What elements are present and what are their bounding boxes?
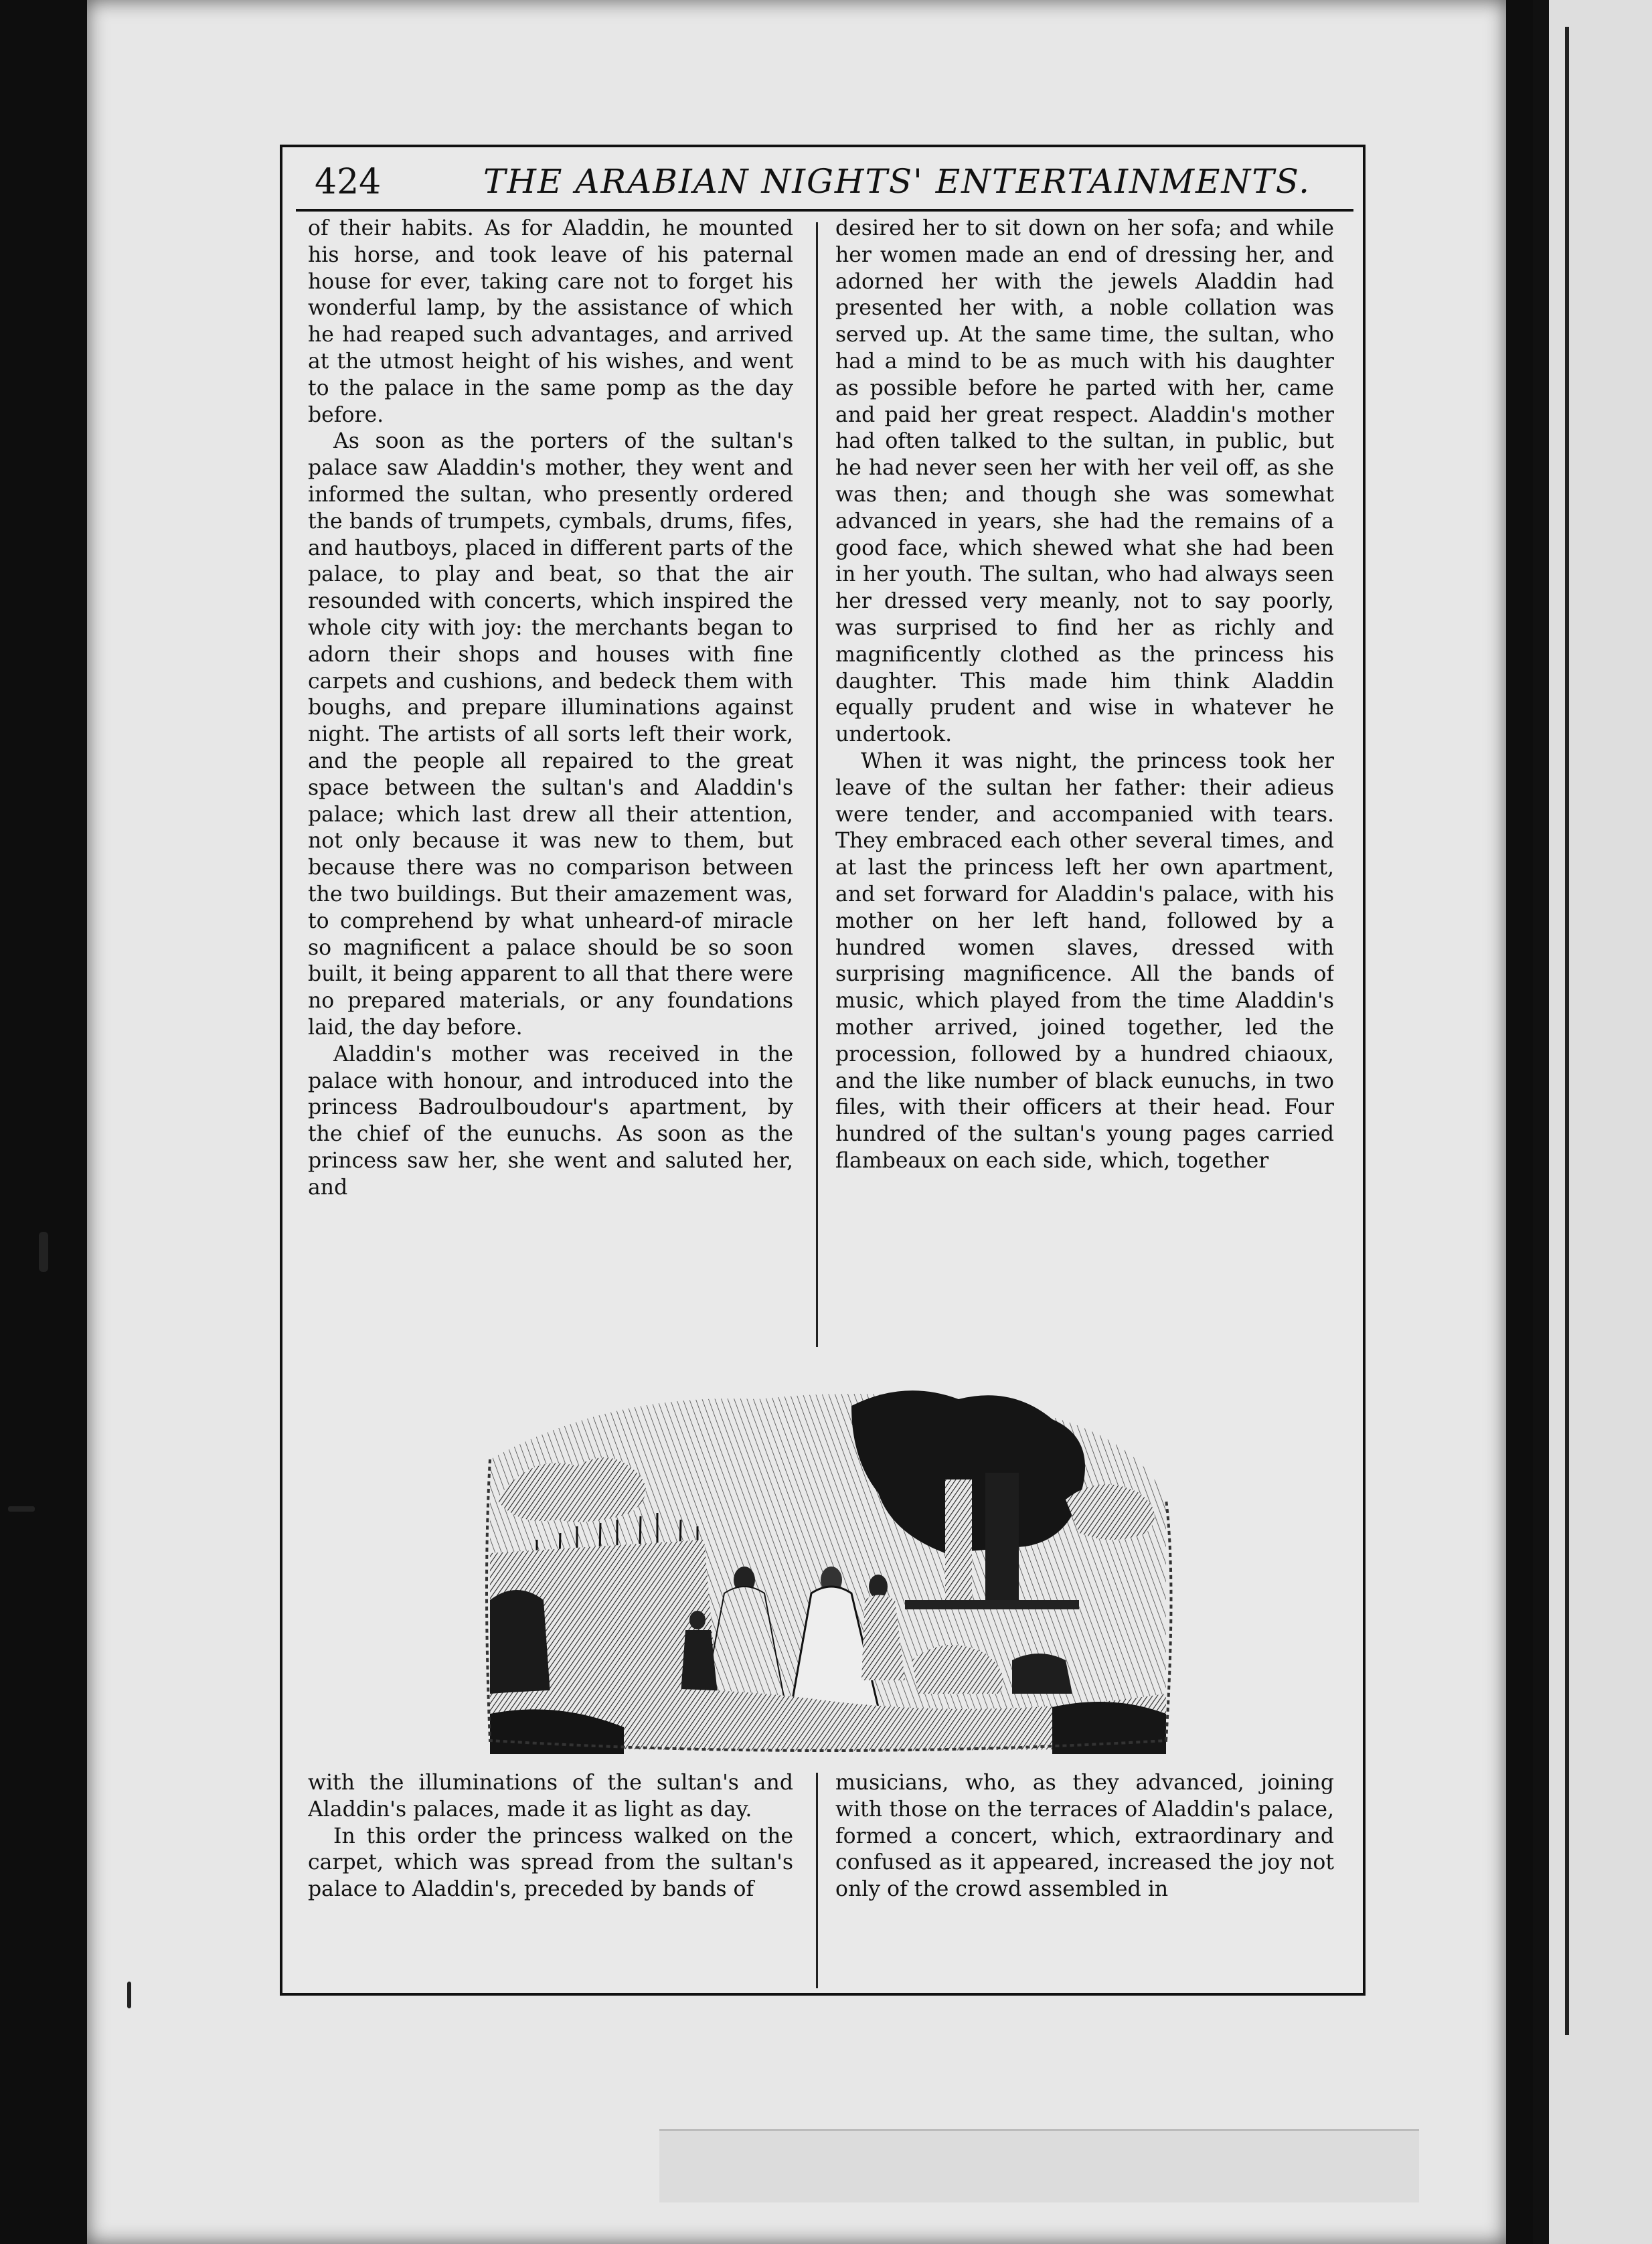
printed-page-frame xyxy=(280,145,1366,1996)
header-rule xyxy=(296,209,1353,212)
column-divider xyxy=(816,1773,818,1988)
text-column-bottom-left xyxy=(308,1770,793,1984)
continued-paragraph: of their habits. As for Aladdin, he mounted his horse, and took leave of his paternal house for ever, taking care not to forget his wonderful lamp, by the assistance of which he had reaped such advantages, and arrived at the utmost height of his wishes, and went to the palace in the same pomp as the day before. xyxy=(308,216,793,427)
text-column-top-right xyxy=(835,216,1334,1347)
paragraph: Aladdin's mother was received in the palace with honour, and introduced into the princess Badroulboudour's apartment, by the chief of the eunuchs. As soon as the princess saw her, she went and saluted her, and xyxy=(308,1042,793,1200)
paragraph: As soon as the porters of the sultan's palace saw Aladdin's mother, they went and informed the sultan, who presently ordered the bands of trumpets, cymbals, drums, fifes, and hautboys, placed in different parts of the palace, to play and beat, so that the air resounded with concerts, which inspired the whole city with joy: the merchants began to adorn their shops and houses with fine carpets and cushions, and bedeck them with boughs, and prepare illuminations against night. The artists of all sorts left their work, and the people all repaired to the great space between the sultan's and Aladdin's palace; which last drew all their attention, not only because it was new to them, but because there was no comparison between the two buildings. But their amazement was, to comprehend by what unheard-of miracle so magnificent a palace should be so soon built, it being apparent to all that there were no prepared materials, or any foundations laid, the day before. xyxy=(308,429,793,1040)
page-bottom-edge xyxy=(659,2129,1419,2202)
paragraph: In this order the princess walked on the carpet, which was spread from the sultan's palace to Aladdin's, preceded by bands of xyxy=(308,1824,793,1902)
continued-paragraph: musicians, who, as they advanced, joining with those on the terraces of Aladdin's palace, formed a concert, which, extraordinary and confused as it appeared, increased the joy not only of the crowd assembled in xyxy=(835,1771,1334,1902)
running-title: THE ARABIAN NIGHTS' ENTERTAINMENTS. xyxy=(483,162,1311,201)
paragraph: When it was night, the princess took her leave of the sultan her father: their adieus were tender, and accompanied with tears. They embraced each other several times, and at last the princess left her own apartment, and set forward for Aladdin's palace, with his mother on her left hand, followed by a hundred women slaves, dressed with surprising magnificence. All the bands of music, which played from the time Aladdin's mother arrived, joined together, led the procession, followed by a hundred chiaoux, and the like number of black eunuchs, in two files, with their officers at their head. Four hundred of the sultan's young pages carried flambeaux on each side, which, together xyxy=(835,748,1334,1173)
engraving-illustration xyxy=(477,1379,1173,1754)
continued-paragraph: with the illuminations of the sultan's and Aladdin's palaces, made it as light as day. xyxy=(308,1771,793,1822)
ink-speck xyxy=(8,1506,35,1512)
procession-engraving xyxy=(477,1379,1173,1754)
ink-speck xyxy=(39,1232,48,1272)
page-number: 424 xyxy=(315,162,382,202)
ink-speck xyxy=(127,1982,131,2008)
continued-paragraph: desired her to sit down on her sofa; and while her women made an end of dressing her, and adorned her with the jewels Aladdin had presented her with, a noble collation was served up. At the same time, the sultan, who had a mind to be as much with his daughter as possible before he parted with her, came and paid her great respect. Aladdin's mother had often talked to the sultan, in public, but he had never seen her with her veil off, as she was then; and though she was somewhat advanced in years, she had the remains of a good face, which shewed what she had been in her youth. The sultan, who had always seen her dressed very meanly, not to say poorly, was surprised to find her as richly and magnificently clothed as the princess his daughter. This made him think Aladdin equally prudent and wise in whatever he undertook. xyxy=(835,216,1334,747)
text-column-bottom-right xyxy=(835,1770,1334,1984)
column-divider xyxy=(816,222,818,1347)
facing-page-edge xyxy=(1533,0,1652,2244)
text-column-top-left xyxy=(308,216,793,1347)
